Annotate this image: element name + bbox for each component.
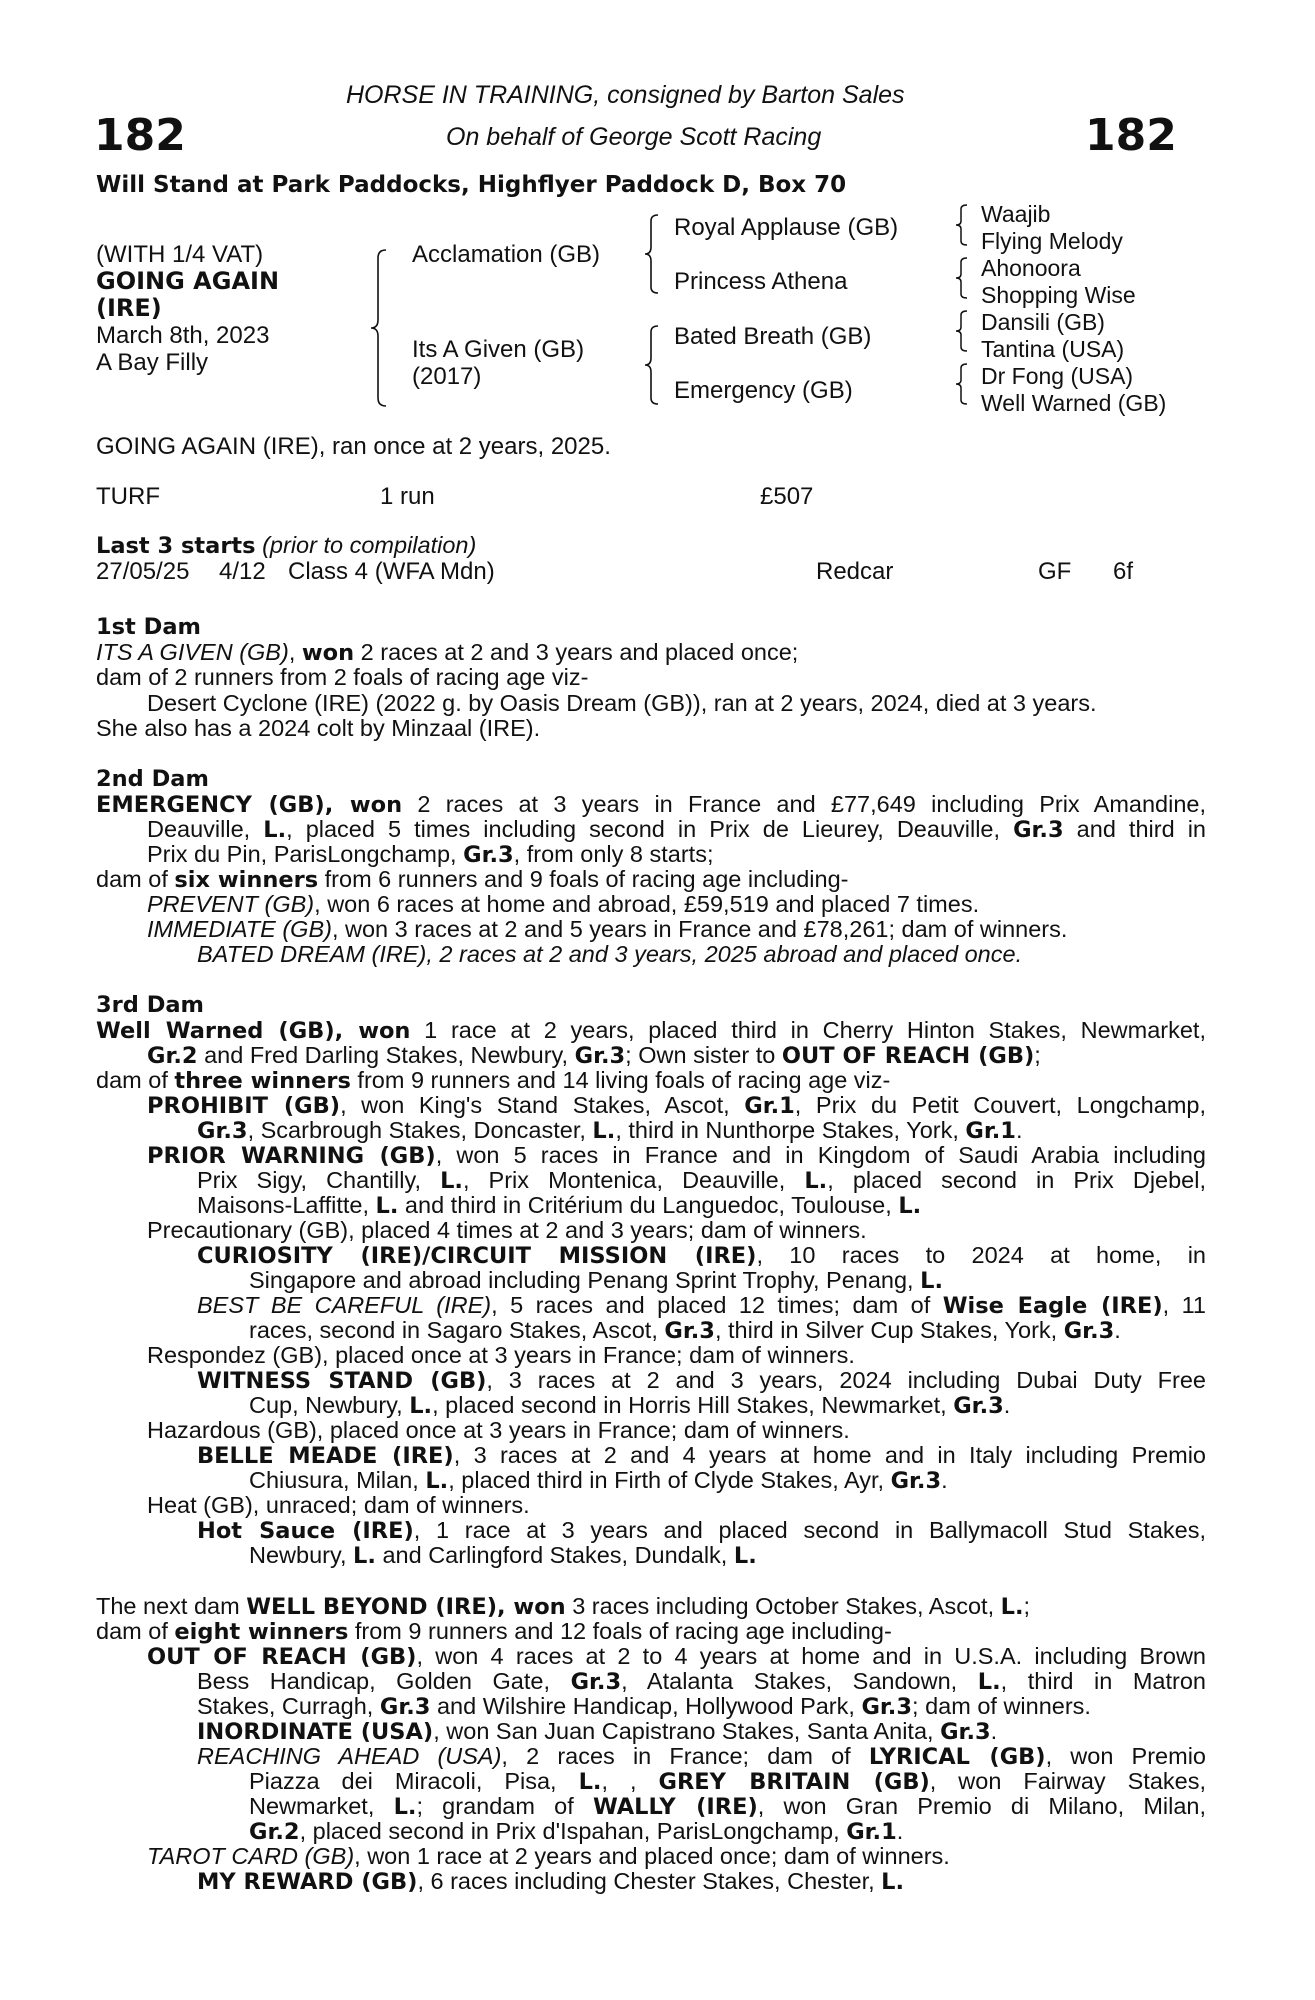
pedigree-brace-main — [368, 248, 392, 408]
pedigree-brace-sire — [642, 213, 664, 295]
last-starts-subtitle: (prior to compilation) — [262, 532, 477, 558]
text: ; Own sister to — [625, 1042, 782, 1068]
offspring-name: PROHIBIT (GB) — [147, 1093, 341, 1119]
winners-count: six winners — [174, 867, 319, 893]
listed-label: L. — [263, 817, 287, 843]
third-dam-grand-offspring — [197, 1367, 1206, 1394]
text: , won 3 races at 2 and 5 years in France and £78,261; dam of winners. — [331, 916, 1068, 942]
listed-label: L. — [1000, 1594, 1024, 1620]
third-dam-offspring: Hazardous (GB), placed once at 3 years in France; dam of winners. — [147, 1417, 850, 1443]
text: , won 5 races in France and in Kingdom of Saudi Arabia including — [435, 1142, 1206, 1168]
text: , — [288, 639, 296, 665]
text: Prix du Pin, ParisLongchamp, — [147, 841, 464, 867]
third-dam-grand-offspring — [249, 1542, 1315, 1569]
third-dam-offspring — [197, 1192, 1307, 1219]
offspring-name: CURIOSITY (IRE)/CIRCUIT MISSION (IRE) — [197, 1243, 757, 1269]
text: , won San Juan Capistrano Stakes, Santa Anita, — [433, 1718, 941, 1744]
record-runs: 1 run — [380, 483, 435, 510]
third-dam-grand-offspring — [197, 1517, 1206, 1544]
dam-sire-name: Bated Breath (GB) — [674, 323, 872, 350]
start-course: Redcar — [816, 558, 894, 585]
listed-label: L. — [977, 1669, 1001, 1695]
text: dam of — [96, 1618, 175, 1644]
offspring-name: Wise Eagle (IRE) — [942, 1293, 1163, 1319]
text: Prix Sigy, Chantilly, — [197, 1167, 441, 1193]
first-dam-line: dam of 2 runners from 2 foals of racing age viz- — [96, 664, 589, 690]
last-starts-heading — [96, 532, 476, 559]
text: Stakes, Curragh, — [197, 1693, 380, 1719]
group-label: Gr.3 — [197, 1118, 248, 1144]
text: , won 4 races at 2 to 4 years at home and in U.S.A. including Brown — [416, 1643, 1206, 1669]
listed-label: L. — [440, 1168, 463, 1194]
offspring-name: Hot Sauce (IRE) — [197, 1518, 414, 1544]
text: dam of — [96, 1067, 175, 1093]
winners-count: eight winners — [174, 1619, 349, 1645]
sire-sire-name: Royal Applause (GB) — [674, 214, 899, 241]
start-going: GF — [1038, 558, 1072, 585]
text: . — [990, 1718, 998, 1744]
third-dam-offspring — [197, 1167, 1206, 1194]
second-dam-offspring — [147, 891, 1257, 918]
text: , 1 race at 3 years and placed second in Ballymacoll Stud Stakes, — [413, 1517, 1206, 1543]
offspring-name: WITNESS STAND (GB) — [197, 1368, 487, 1394]
next-dam-offspring — [147, 1843, 1257, 1870]
third-dam-line — [96, 1017, 1206, 1044]
group-label: Gr.2 — [147, 1043, 198, 1069]
third-dam-offspring — [147, 1092, 1206, 1119]
group-label: Gr.3 — [664, 1318, 715, 1344]
text: , Atalanta Stakes, Sandown, — [621, 1668, 978, 1694]
text: , won Fairway Stakes, — [929, 1768, 1206, 1794]
start-distance: 6f — [1113, 558, 1134, 585]
second-dam-name: EMERGENCY (GB), won — [96, 792, 403, 818]
record-surface: TURF — [96, 483, 160, 510]
offspring-name: TAROT CARD (GB) — [147, 1843, 355, 1869]
third-dam-heading: 3rd Dam — [96, 992, 204, 1018]
text: 1 race at 2 years, placed third in Cherry Hinton Stakes, Newmarket, — [410, 1017, 1206, 1043]
record-earnings: £507 — [760, 483, 814, 510]
dam-dam-name: Emergency (GB) — [674, 377, 853, 404]
offspring-name: LYRICAL (GB) — [868, 1744, 1046, 1770]
third-dam-offspring — [147, 1142, 1206, 1169]
next-dam-line — [96, 1618, 1206, 1645]
listed-label: L. — [353, 1543, 376, 1569]
group-label: Gr.3 — [1013, 817, 1064, 843]
text: , won Premio — [1045, 1743, 1206, 1769]
start-position: 4/12 — [219, 558, 266, 585]
third-dam-name: Well Warned (GB), won — [96, 1018, 411, 1044]
third-dam-offspring: Respondez (GB), placed once at 3 years in France; dam of winners. — [147, 1342, 855, 1368]
pedigree-brace-dam — [642, 324, 664, 406]
text: Newmarket, — [249, 1793, 394, 1819]
text: Cup, Newbury, — [249, 1392, 410, 1418]
third-dam-grand-offspring — [249, 1467, 1315, 1494]
dam-name: Its A Given (GB) — [412, 336, 585, 363]
offspring-name: GREY BRITAIN (GB) — [658, 1769, 930, 1795]
text: , placed second in Prix d'Ispahan, ParisLongchamp, — [299, 1818, 847, 1844]
second-dam-line — [147, 841, 1257, 868]
next-dam-offspring — [197, 1668, 1206, 1695]
text: Singapore and abroad including Penang Sprint Trophy, Penang, — [249, 1267, 921, 1293]
third-dam-grand-offspring — [197, 1292, 1206, 1319]
text: , , — [601, 1768, 659, 1794]
text: , 10 races to 2024 at home, in — [756, 1242, 1206, 1268]
third-dam-line — [96, 1067, 1206, 1094]
consignment-title: HORSE IN TRAINING, consigned by Barton Sales — [346, 81, 905, 109]
third-dam-line — [147, 1042, 1257, 1069]
foaling-date: March 8th, 2023 — [96, 322, 270, 349]
third-dam-grand-offspring — [197, 1442, 1206, 1469]
text: ; dam of winners. — [912, 1693, 1091, 1719]
gen4-ancestor-1: Waajib — [981, 201, 1051, 227]
text: Newbury, — [249, 1542, 354, 1568]
text: from 6 runners and 9 foals of racing age including- — [318, 866, 849, 892]
offspring-name: PREVENT (GB) — [147, 891, 315, 917]
horse-name: GOING AGAIN — [96, 267, 280, 295]
third-dam-offspring: Precautionary (GB), placed 4 times at 2 and 3 years; dam of winners. — [147, 1217, 867, 1243]
next-dam-offspring — [197, 1693, 1307, 1720]
stand-location: Will Stand at Park Paddocks, Highflyer Paddock D, Box 70 — [96, 172, 847, 198]
text: . — [1114, 1317, 1121, 1343]
text: , 2 races in France; dam of — [501, 1743, 869, 1769]
second-dam-offspring — [147, 916, 1257, 943]
first-dam-offspring: Desert Cyclone (IRE) (2022 g. by Oasis Dream (GB)), ran at 2 years, 2024, died at 3 years. — [147, 690, 1097, 716]
next-dam-offspring — [197, 1868, 1307, 1895]
next-dam-offspring — [249, 1818, 1315, 1845]
text: 2 races at 2 and 3 years and placed once; — [354, 639, 799, 665]
gen4-ancestor-5: Dansili (GB) — [981, 309, 1105, 335]
text: dam of — [96, 866, 175, 892]
text: , 5 races and placed 12 times; dam of — [491, 1292, 943, 1318]
text: The next dam — [96, 1593, 247, 1619]
dam-foal-year: (2017) — [412, 363, 482, 390]
text: from 9 runners and 14 living foals of racing age viz- — [350, 1067, 891, 1093]
text: Bess Handicap, Golden Gate, — [197, 1668, 571, 1694]
first-dam-name: ITS A GIVEN (GB) — [96, 639, 289, 665]
text: and Wilshire Handicap, Hollywood Park, — [430, 1693, 862, 1719]
listed-label: L. — [578, 1769, 602, 1795]
next-dam-offspring — [197, 1718, 1307, 1745]
text: , from only 8 starts; — [513, 841, 714, 867]
group-label: Gr.1 — [846, 1819, 897, 1845]
text: , placed third in Firth of Clyde Stakes, Ayr, — [448, 1467, 891, 1493]
third-dam-grand-offspring — [249, 1392, 1315, 1419]
group-label: Gr.3 — [953, 1393, 1004, 1419]
text: and Fred Darling Stakes, Newbury, — [197, 1042, 575, 1068]
listed-label: L. — [375, 1193, 399, 1219]
listed-label: L. — [881, 1869, 905, 1895]
text: , third in Silver Cup Stakes, York, — [714, 1317, 1064, 1343]
next-dam-name: WELL BEYOND (IRE), won — [246, 1594, 566, 1620]
next-dam-offspring — [249, 1768, 1206, 1795]
third-dam-offspring: Heat (GB), unraced; dam of winners. — [147, 1492, 530, 1518]
lot-number-left: 182 — [94, 110, 186, 161]
third-dam-grand-offspring — [249, 1267, 1315, 1294]
text: races, second in Sagaro Stakes, Ascot, — [249, 1317, 665, 1343]
text: , Prix du Petit Couvert, Longchamp, — [794, 1092, 1206, 1118]
gen4-ancestor-4: Shopping Wise — [981, 282, 1136, 308]
listed-label: L. — [733, 1543, 757, 1569]
text: , won 6 races at home and abroad, £59,519 and placed 7 times. — [314, 891, 980, 917]
text: , 3 races at 2 and 4 years at home and in Italy including Premio — [453, 1442, 1207, 1468]
offspring-name: BELLE MEADE (IRE) — [197, 1443, 454, 1469]
first-dam-heading: 1st Dam — [96, 614, 201, 640]
sire-name: Acclamation (GB) — [412, 241, 601, 268]
lot-number-right: 182 — [1085, 110, 1177, 161]
offspring-name: IMMEDIATE (GB) — [147, 916, 332, 942]
listed-label: L. — [920, 1268, 943, 1294]
text: ; — [1034, 1042, 1041, 1068]
text: , 11 — [1162, 1292, 1206, 1318]
text: , Prix Montenica, Deauville, — [462, 1167, 805, 1193]
listed-label: L. — [425, 1468, 449, 1494]
text: ; — [1023, 1593, 1031, 1619]
gen4-ancestor-8: Well Warned (GB) — [981, 390, 1167, 416]
text: and Carlingford Stakes, Dundalk, — [375, 1542, 734, 1568]
group-label: Gr.3 — [861, 1694, 913, 1720]
consignment-subtitle: On behalf of George Scott Racing — [446, 123, 822, 151]
sire-dam-name: Princess Athena — [674, 268, 848, 295]
listed-label: L. — [409, 1393, 433, 1419]
start-date: 27/05/25 — [96, 558, 190, 585]
text: , 3 races at 2 and 3 years, 2024 including Dubai Duty Free — [486, 1367, 1206, 1393]
sister-name: OUT OF REACH (GB) — [781, 1043, 1035, 1069]
next-dam-offspring — [197, 1743, 1206, 1770]
text: . — [1015, 1117, 1023, 1143]
text: ; grandam of — [416, 1793, 593, 1819]
text: , placed 5 times including second in Prix de Lieurey, Deauville, — [286, 816, 1014, 842]
text: 2 races at 3 years in France and £77,649 including Prix Amandine, — [402, 791, 1206, 817]
second-dam-line — [96, 866, 1206, 893]
offspring-name: REACHING AHEAD (USA) — [197, 1743, 502, 1769]
group-label: Gr.3 — [890, 1468, 942, 1494]
text: , won King's Stand Stakes, Ascot, — [340, 1092, 745, 1118]
second-dam-line — [96, 791, 1206, 818]
text: , Scarbrough Stakes, Doncaster, — [247, 1117, 593, 1143]
text: , placed second in Prix Djebel, — [827, 1167, 1206, 1193]
listed-label: L. — [898, 1193, 922, 1219]
group-label: Gr.1 — [744, 1093, 795, 1119]
second-dam-grand-offspring: BATED DREAM (IRE), 2 races at 2 and 3 years, 2025 abroad and placed once. — [197, 941, 1023, 967]
group-label: Gr.3 — [574, 1043, 626, 1069]
text: , won Gran Premio di Milano, Milan, — [757, 1793, 1207, 1819]
offspring-name: INORDINATE (USA) — [197, 1719, 434, 1745]
race-record-summary: GOING AGAIN (IRE), ran once at 2 years, 2025. — [96, 433, 611, 460]
text: from 9 runners and 12 foals of racing age including- — [348, 1618, 892, 1644]
vat-note: (WITH 1/4 VAT) — [96, 241, 264, 268]
text: 3 races including October Stakes, Ascot, — [565, 1593, 1001, 1619]
won-label: won — [301, 640, 355, 666]
text: , third in Matron — [1000, 1668, 1206, 1694]
group-label: Gr.2 — [249, 1819, 300, 1845]
next-dam-line — [96, 1593, 1206, 1620]
text: . — [1003, 1392, 1011, 1418]
text: , placed second in Horris Hill Stakes, Newmarket, — [432, 1392, 954, 1418]
horse-description: A Bay Filly — [96, 349, 209, 376]
text: . — [896, 1818, 904, 1844]
group-label: Gr.3 — [379, 1694, 431, 1720]
listed-label: L. — [592, 1118, 616, 1144]
offspring-name: MY REWARD (GB) — [197, 1869, 418, 1895]
group-label: Gr.3 — [1063, 1318, 1115, 1344]
group-label: Gr.3 — [570, 1669, 622, 1695]
offspring-name: OUT OF REACH (GB) — [147, 1644, 417, 1670]
third-dam-grand-offspring — [197, 1242, 1206, 1269]
text: Chiusura, Milan, — [249, 1467, 426, 1493]
text: . — [941, 1467, 948, 1493]
text: and third in — [1063, 816, 1206, 842]
group-label: Gr.3 — [463, 842, 514, 868]
listed-label: L. — [804, 1168, 828, 1194]
text: Maisons-Laffitte, — [197, 1192, 376, 1218]
pedigree-brace-g4-2 — [953, 256, 973, 300]
third-dam-grand-offspring — [249, 1317, 1315, 1344]
text: , third in Nunthorpe Stakes, York, — [615, 1117, 966, 1143]
last-starts-title: Last 3 starts — [96, 533, 256, 559]
group-label: Gr.1 — [965, 1118, 1016, 1144]
text: , 6 races including Chester Stakes, Chester, — [417, 1868, 882, 1894]
pedigree-brace-g4-3 — [953, 309, 973, 353]
pedigree-brace-g4-4 — [953, 362, 973, 406]
group-label: Gr.3 — [940, 1719, 991, 1745]
text: , won 1 race at 2 years and placed once; dam of winners. — [354, 1843, 950, 1869]
gen4-ancestor-6: Tantina (USA) — [981, 336, 1125, 362]
text: Deauville, — [147, 816, 264, 842]
winners-count: three winners — [174, 1068, 351, 1094]
start-race: Class 4 (WFA Mdn) — [288, 558, 495, 585]
next-dam-offspring — [249, 1793, 1206, 1820]
second-dam-line — [147, 816, 1206, 843]
first-dam-line: She also has a 2024 colt by Minzaal (IRE). — [96, 715, 541, 741]
text: and third in Critérium du Languedoc, Toulouse, — [398, 1192, 899, 1218]
gen4-ancestor-7: Dr Fong (USA) — [981, 363, 1134, 389]
listed-label: L. — [393, 1794, 417, 1820]
offspring-name: WALLY (IRE) — [592, 1794, 758, 1820]
gen4-ancestor-2: Flying Melody — [981, 228, 1123, 254]
third-dam-offspring — [197, 1117, 1307, 1144]
first-dam-line — [96, 639, 1206, 666]
horse-name-country: (IRE) — [96, 294, 162, 322]
offspring-name: PRIOR WARNING (GB) — [147, 1143, 436, 1169]
next-dam-offspring — [147, 1643, 1206, 1670]
text: Piazza dei Miracoli, Pisa, — [249, 1768, 579, 1794]
gen4-ancestor-3: Ahonoora — [981, 255, 1081, 281]
offspring-name: BEST BE CAREFUL (IRE) — [197, 1292, 492, 1318]
pedigree-brace-g4-1 — [953, 203, 973, 247]
second-dam-heading: 2nd Dam — [96, 766, 209, 792]
